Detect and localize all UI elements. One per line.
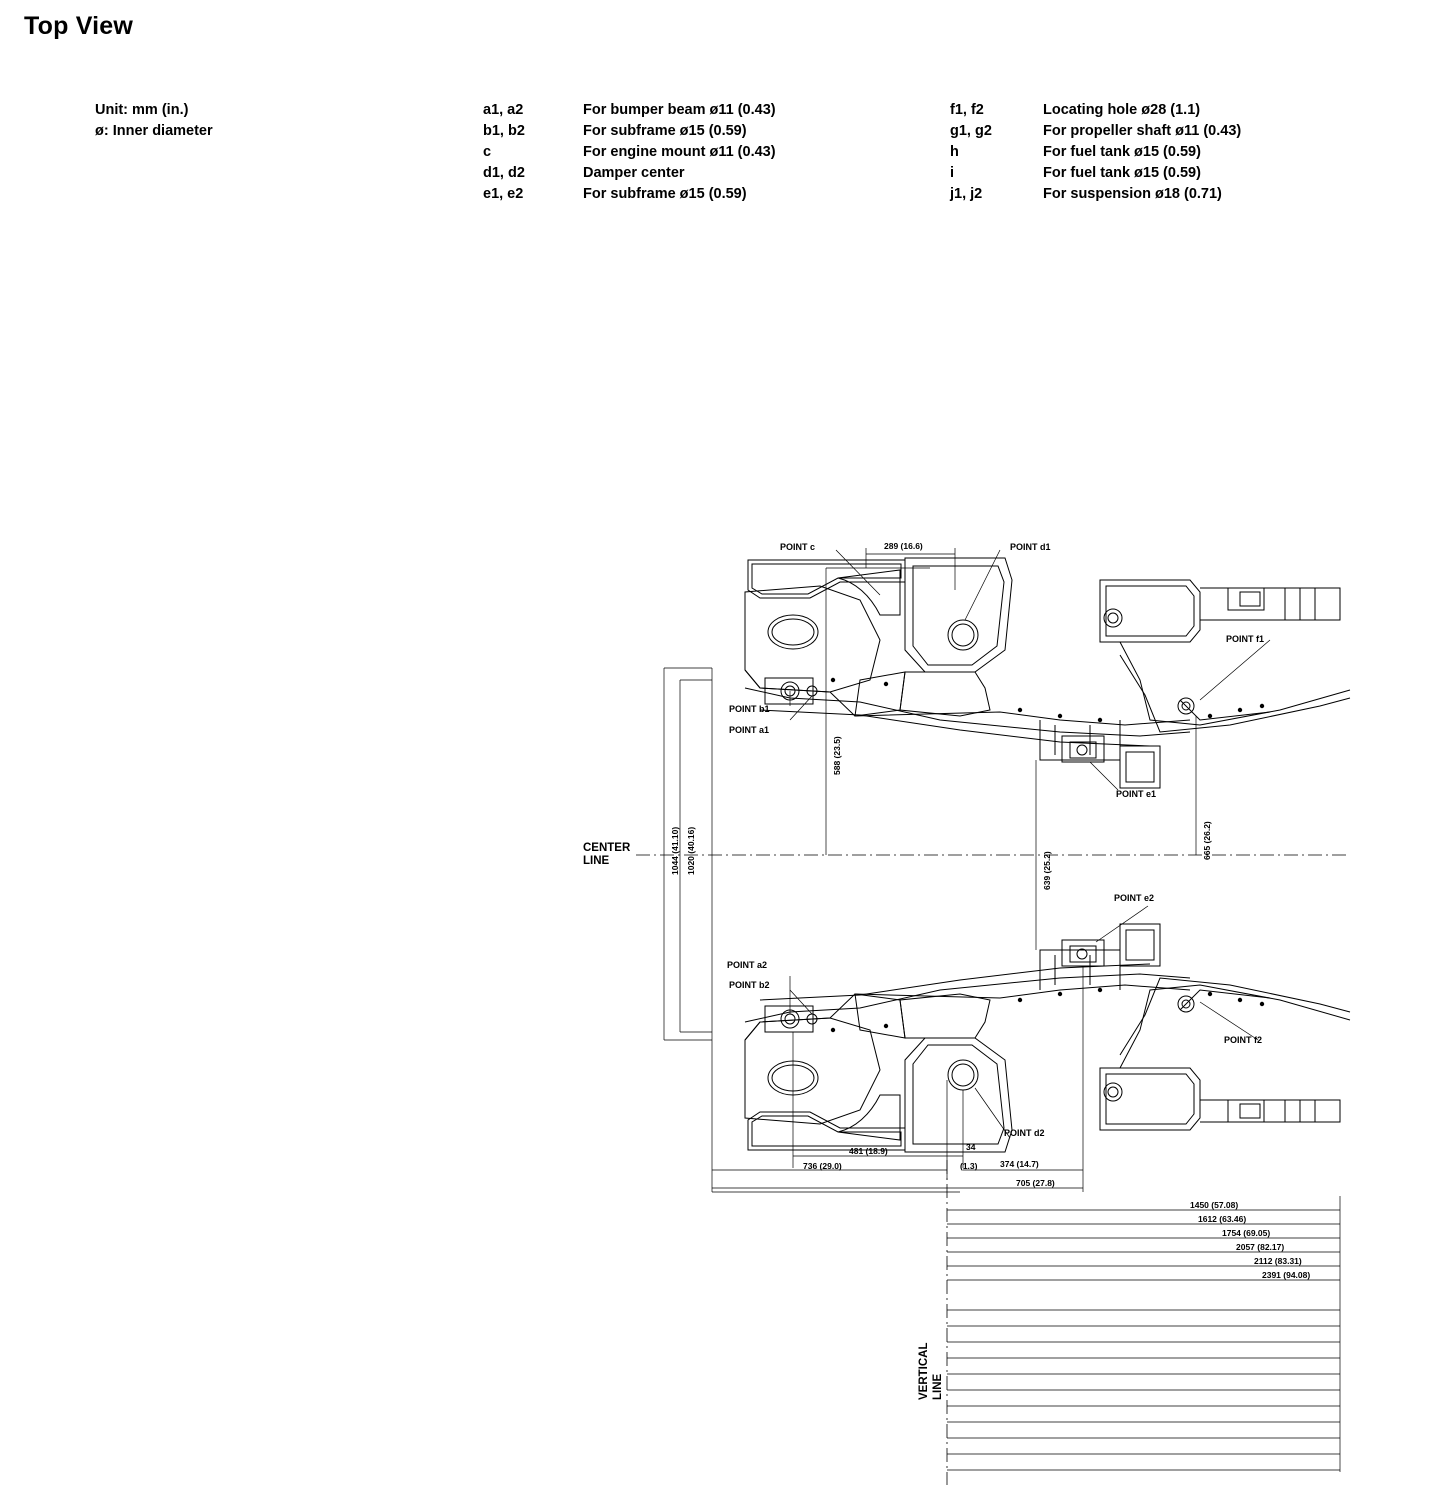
- legend-key: f1, f2: [950, 102, 984, 118]
- front-rail-lower: [745, 1018, 880, 1124]
- frame-top-view-drawing: [0, 520, 1440, 1502]
- point-f2-label: POINT f2: [1224, 1035, 1263, 1045]
- legend-item: [950, 100, 1241, 121]
- legend-key: b1, b2: [483, 123, 525, 139]
- legend-item: [950, 121, 1241, 142]
- legend-key: a1, a2: [483, 102, 524, 118]
- front-access-hole: [768, 615, 818, 649]
- legend-description: For propeller shaft ø11 (0.43): [1043, 123, 1242, 139]
- dim-34-in: (1.3): [960, 1161, 978, 1171]
- vertical-line-label: VERTICAL: [918, 1342, 930, 1400]
- point-c-label: POINT c: [780, 542, 816, 552]
- dim-stack-5: 2112 (83.31): [1254, 1256, 1302, 1266]
- rear-member-2: [1100, 1068, 1200, 1130]
- legend-key: g1, g2: [950, 123, 992, 139]
- dim-639: 639 (25.2): [1042, 851, 1052, 890]
- legend-description: For subframe ø15 (0.59): [583, 186, 747, 202]
- drawing-svg: [0, 520, 1440, 1502]
- dim-588: 588 (23.5): [832, 736, 842, 775]
- legend-item: [483, 142, 776, 163]
- point-f1-label: POINT f1: [1226, 634, 1265, 644]
- legend-description: Damper center: [583, 165, 685, 181]
- front-rail-upper: [745, 586, 880, 692]
- legend-column-2: [950, 100, 1241, 205]
- legend-description: For engine mount ø11 (0.43): [583, 144, 776, 160]
- point-a2-label: POINT a2: [727, 960, 768, 970]
- legend-description: For fuel tank ø15 (0.59): [1043, 165, 1201, 181]
- legend-item: [483, 100, 776, 121]
- dim-665: 665 (26.2): [1202, 821, 1212, 860]
- legend-item: [483, 163, 776, 184]
- units-line-2: ø: Inner diameter: [95, 123, 213, 139]
- dim-34: 34: [966, 1142, 976, 1152]
- dim-stack-2: 1612 (63.46): [1198, 1214, 1247, 1224]
- legend-item: [483, 184, 776, 205]
- point-d2-label: POINT d2: [1004, 1128, 1045, 1138]
- damper-tower-2: [905, 1038, 1012, 1152]
- legend-key: c: [483, 144, 492, 160]
- legend-description: For bumper beam ø11 (0.43): [583, 102, 776, 118]
- legend-key: j1, j2: [950, 186, 983, 202]
- point-a1-label: POINT a1: [729, 725, 770, 735]
- legend-key: i: [950, 165, 955, 181]
- dim-289: 289 (16.6): [884, 541, 923, 551]
- legend-item: [950, 184, 1241, 205]
- legend-description: Locating hole ø28 (1.1): [1043, 102, 1201, 118]
- legend-column-1: [483, 100, 776, 205]
- legend-item: [950, 163, 1241, 184]
- dim-1044: 1044 (41.10): [670, 826, 680, 875]
- dim-stack-6: 2391 (94.08): [1262, 1270, 1311, 1280]
- legend-item: [483, 121, 776, 142]
- dim-1020: 1020 (40.16): [686, 826, 696, 875]
- dim-736: 736 (29.0): [803, 1161, 842, 1171]
- damper-tower-1: [905, 558, 1012, 672]
- legend-key: h: [950, 144, 959, 160]
- rear-member-1: [1100, 580, 1200, 642]
- front-mount-outline: [748, 560, 905, 598]
- point-b2-label: POINT b2: [729, 980, 770, 990]
- point-e1-label: POINT e1: [1116, 789, 1157, 799]
- vertical-line-label-2: LINE: [932, 1373, 944, 1400]
- dim-stack-3: 1754 (69.05): [1222, 1228, 1271, 1238]
- units-line-1: Unit: mm (in.): [95, 102, 189, 118]
- legend-key: d1, d2: [483, 165, 525, 181]
- rear-mount-outline: [748, 1112, 905, 1150]
- dim-481: 481 (18.9): [849, 1146, 888, 1156]
- units-note: [95, 100, 213, 142]
- center-line-label: CENTER LINE: [583, 842, 631, 867]
- point-e1-hole: [1077, 745, 1087, 755]
- point-e2-label: POINT e2: [1114, 893, 1155, 903]
- legend-key: e1, e2: [483, 186, 524, 202]
- dim-705: 705 (27.8): [1016, 1178, 1055, 1188]
- legend-description: For fuel tank ø15 (0.59): [1043, 144, 1201, 160]
- point-b1-label: POINT b1: [729, 704, 770, 714]
- legend-item: [950, 142, 1241, 163]
- point-d1-label: POINT d1: [1010, 542, 1051, 552]
- legend-description: For suspension ø18 (0.71): [1043, 186, 1222, 202]
- dim-stack-1: 1450 (57.08): [1190, 1200, 1239, 1210]
- page-title: Top View: [24, 12, 134, 40]
- dim-374: 374 (14.7): [1000, 1159, 1039, 1169]
- dim-stack-4: 2057 (82.17): [1236, 1242, 1285, 1252]
- legend-description: For subframe ø15 (0.59): [583, 123, 747, 139]
